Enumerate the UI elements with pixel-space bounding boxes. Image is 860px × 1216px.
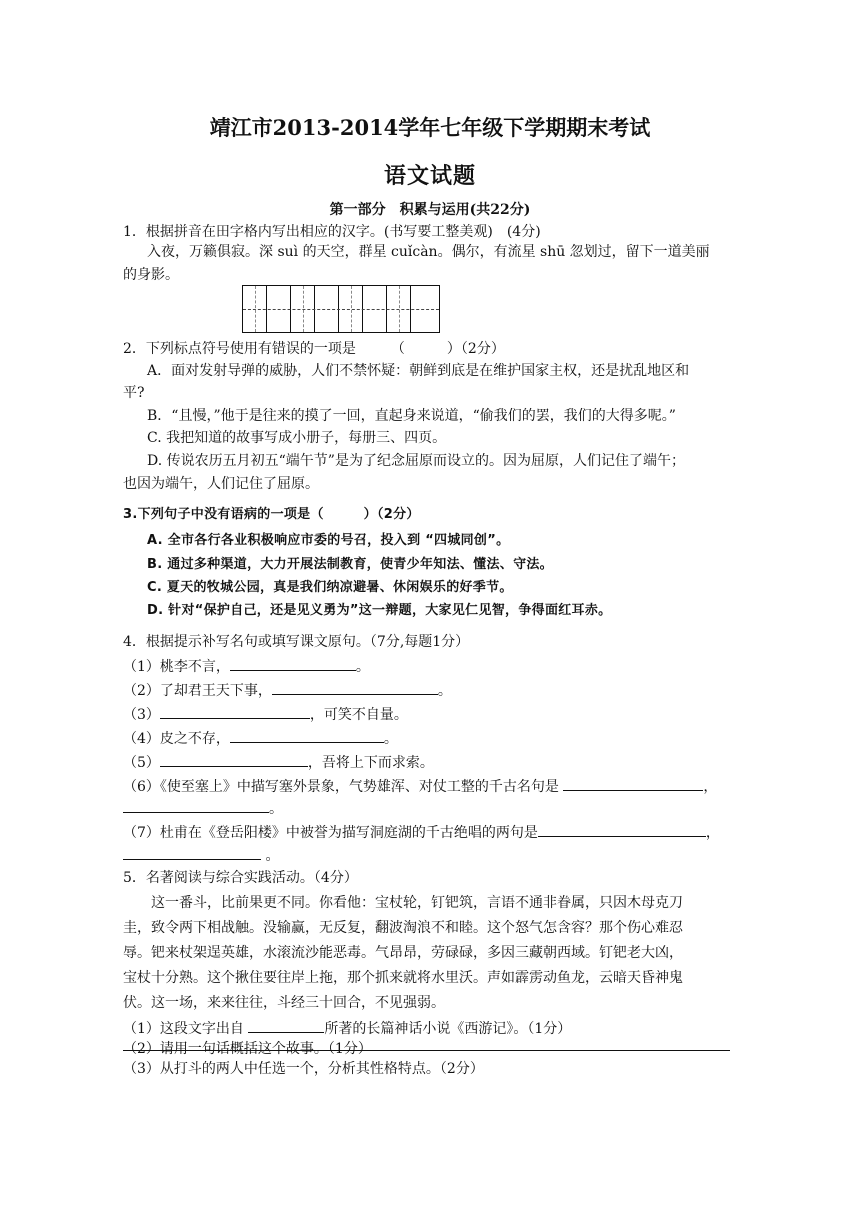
answer-line[interactable] [123, 1050, 730, 1051]
q5-passage-line-1: 这一番斗，比前果更不同。你看他：宝杖轮，钉钯筑，言语不通非眷属，只因木母克刀 [151, 895, 683, 911]
q3-option-d: D. 针对“保护自己，还是见义勇为”这一辩题，大家见仁见智，争得面红耳赤。 [147, 603, 612, 618]
q5-passage-line-5: 伏。这一场，来来往往，斗经三十回合，不见强弱。 [123, 995, 445, 1011]
fill-blank[interactable] [538, 822, 706, 837]
q3-option-c: C. 夏天的牧城公园，真是我们纳凉避暑、休闲娱乐的好季节。 [147, 580, 513, 595]
q5-passage-line-4: 宝杖十分熟。这个揪住要往岸上拖，那个抓来就将水里沃。声如霹雳动鱼龙，云暗天昏神鬼 [123, 970, 683, 986]
q2-option-d-line-1: D. 传说农历五月初五“端午节”是为了纪念屈原而设立的。因为屈原，人们记住了端午； [147, 453, 685, 469]
q5-prompt: 5．名著阅读与综合实践活动。（4分） [123, 870, 358, 886]
q2-option-a-line-2: 平? [123, 385, 145, 401]
q4-item-5: （5） ，吾将上下而求索。 [123, 752, 733, 773]
fill-blank[interactable] [160, 752, 308, 767]
grid-guide-vertical [351, 286, 352, 332]
fill-blank[interactable] [248, 1018, 324, 1033]
q4-item-4: （4）皮之不存， 。 [123, 728, 733, 749]
q4-item-2: （2）了却君王天下事， 。 [123, 680, 733, 701]
q1-prompt: 1．根据拼音在田字格内写出相应的汉字。(书写要工整美观) (4分) [123, 224, 541, 240]
q5-sub-1: （1）这段文字出自 所著的长篇神话小说《西游记》。（1分） [123, 1018, 733, 1039]
q2-prompt: 2．下列标点符号使用有错误的一项是 （ ）（2分） [123, 341, 505, 357]
q5-passage-line-3: 辱。钯来杖架逞英雄，水滚流沙能恶毒。气昂昂，劳碌碌，多因三藏朝西域。钉钯老大凶， [123, 945, 683, 961]
q2-option-c: C. 我把知道的故事写成小册子，每册三、四页。 [147, 430, 447, 446]
fill-blank[interactable] [272, 680, 438, 695]
grid-guide-vertical [303, 286, 304, 332]
fill-blank[interactable] [123, 845, 261, 860]
q2-option-a-line-1: A．面对发射导弹的威胁，人们不禁怀疑：朝鲜到底是在维护国家主权，还是扰乱地区和 [147, 363, 690, 379]
exam-title: 靖江市2013-2014学年七年级下学期期末考试 [209, 115, 651, 140]
fill-blank[interactable] [230, 656, 356, 671]
q4-item-6-cont: 。 [123, 798, 733, 819]
tianzige-grid[interactable] [242, 285, 440, 333]
q3-option-b: B. 通过多种渠道，大力开展法制教育，使青少年知法、懂法、守法。 [147, 557, 553, 572]
grid-guide-horizontal [243, 309, 439, 310]
q1-passage-line-1: 入夜，万籁俱寂。深 suì 的天空，群星 cuǐcàn。偶尔，有流星 shū 忽划过，留下一道美丽 [147, 244, 710, 260]
q4-item-7-cont: 。 [123, 845, 733, 866]
q4-item-6: （6）《使至塞上》中描写塞外景象，气势雄浑、对仗工整的千古名句是 ， [123, 776, 733, 797]
q4-item-3: （3） ，可笑不自量。 [123, 704, 733, 725]
q4-item-1: （1）桃李不言， 。 [123, 656, 733, 677]
exam-subtitle: 语文试题 [383, 163, 476, 189]
fill-blank[interactable] [123, 798, 269, 813]
q1-passage-line-2: 的身影。 [123, 267, 179, 283]
grid-guide-vertical [399, 286, 400, 332]
q5-sub-3: （3）从打斗的两人中任选一个，分析其性格特点。（2分） [123, 1061, 484, 1077]
grid-guide-vertical [255, 286, 256, 332]
q2-option-d-line-2: 也因为端午，人们记住了屈原。 [123, 476, 319, 492]
q3-option-a: A. 全市各行各业积极响应市委的号召，投入到 “四城同创”。 [147, 533, 510, 548]
fill-blank[interactable] [230, 728, 384, 743]
part-heading: 第一部分 积累与运用(共22分) [329, 202, 531, 218]
q4-prompt: 4．根据提示补写名句或填写课文原句。（7分,每题1分） [123, 634, 470, 650]
q5-passage-line-2: 圭，致令两下相战触。没输赢，无反复，翻波淘浪不和睦。这个怒气怎含容？那个伤心难忍 [123, 920, 683, 936]
fill-blank[interactable] [563, 776, 703, 791]
q5-sub-2: （2）请用一句话概括这个故事。（1分） [123, 1041, 372, 1057]
q2-option-b: B．“且慢，”他于是往来的摸了一回，直起身来说道，“偷我们的罢，我们的大得多呢。” [147, 408, 676, 424]
fill-blank[interactable] [160, 704, 310, 719]
q3-prompt: 3.下列句子中没有语病的一项是（ ）（2分） [123, 507, 420, 522]
q4-item-7: （7）杜甫在《登岳阳楼》中被誉为描写洞庭湖的千古绝唱的两句是 ， [123, 822, 733, 843]
